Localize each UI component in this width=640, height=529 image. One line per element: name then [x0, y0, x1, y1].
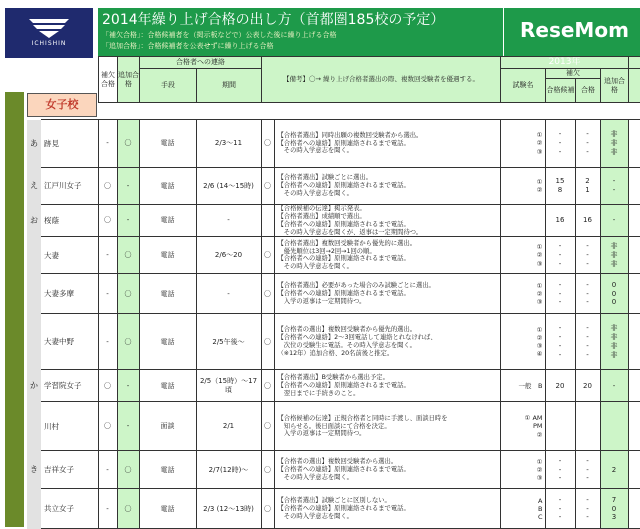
- candidates-cell: [545, 489, 575, 529]
- kana-index: か: [27, 370, 41, 402]
- added-cell: [600, 120, 628, 168]
- add-value: 非: [610, 130, 618, 139]
- cand-value: -: [558, 298, 562, 307]
- period-value: 2/3 (12〜13時): [196, 489, 261, 529]
- category-label: 女子校: [27, 93, 97, 117]
- exams-value: ②: [536, 139, 543, 148]
- note-value: 【合格者選出】B受験者から選出予定。: [277, 374, 389, 382]
- pass-value: -: [586, 513, 589, 522]
- note-value: 【合格者選出】必要があった場合のみ試験ごとに選出。: [277, 282, 435, 290]
- col-tsuika: 追加合格: [118, 57, 140, 103]
- resemom-watermark: ReseMom: [520, 18, 629, 42]
- pass-value: -: [586, 465, 589, 474]
- col-remarks: 【備考】〇→ 繰り上げ合格者選出の際、複数回受験者を優遇する。: [262, 57, 501, 103]
- cand-value: -: [558, 147, 562, 156]
- exam-cell: [500, 274, 545, 314]
- add-value: 0: [611, 289, 617, 298]
- hoketsu-value: -: [98, 489, 117, 529]
- preference-mark: 〇: [261, 451, 274, 489]
- added-cell: [600, 451, 628, 489]
- add-value: 非: [610, 147, 618, 156]
- logo-wings-icon: [27, 16, 71, 38]
- preference-mark: 〇: [261, 168, 274, 205]
- note-value: 【合格者への連絡】2〜3回電話して連絡とれなければ、: [277, 334, 437, 342]
- add-value: 0: [611, 298, 617, 307]
- note-value: 【合格者への連絡】原則連絡されるまで電話。: [277, 466, 410, 473]
- note-value: 【合格候補の伝達】正規合格者と同時に手渡し、面談日時を: [277, 414, 448, 422]
- extra-cell: [628, 370, 640, 402]
- tsuika-value: -: [117, 168, 139, 205]
- method-value: 電話: [139, 314, 196, 370]
- add-value: 非: [610, 251, 618, 260]
- col-method: 手段: [140, 69, 197, 103]
- exams-value: ③: [536, 474, 543, 482]
- passed-cell: [575, 205, 600, 237]
- cand-value: -: [558, 139, 562, 148]
- exams-value: ②: [536, 251, 543, 260]
- exams-value: ①: [536, 325, 543, 334]
- candidates-cell: [545, 402, 575, 451]
- extra-cell: [628, 402, 640, 451]
- pass-value: -: [586, 251, 589, 260]
- exams-value: ②: [536, 186, 543, 194]
- note-value: 【合格者選出】試験ごとに選出。: [277, 174, 372, 182]
- pass-value: -: [586, 350, 589, 359]
- method-value: 電話: [139, 451, 196, 489]
- note-value: 【合格者の選出】複数回受験者から選出。: [277, 458, 398, 466]
- note-cell: [274, 489, 500, 529]
- exams-value: ①: [536, 457, 543, 466]
- added-cell: [600, 402, 628, 451]
- section-sidebar: [5, 92, 24, 527]
- add-value: 非: [610, 333, 618, 342]
- hoketsu-value: 〇: [98, 168, 117, 205]
- hoketsu-value: -: [98, 314, 117, 370]
- school-row: [27, 451, 640, 489]
- note-value: 知らせる。後日面談にて合格を決定。: [277, 422, 391, 430]
- exams-value: ③: [536, 147, 543, 156]
- school-row: [27, 314, 640, 370]
- school-name[interactable]: 江戸川女子: [41, 168, 98, 205]
- method-value: 電話: [139, 489, 196, 529]
- extra-cell: [628, 237, 640, 274]
- col-passed: 合格: [576, 79, 601, 103]
- note-value: 【合格者選出】試験ごとに区別しない。: [277, 497, 391, 505]
- exam-cell: [500, 120, 545, 168]
- candidates-cell: [545, 370, 575, 402]
- cand-value: -: [558, 259, 562, 268]
- note-value: その時入学意志を聞くが、返事は一定期間待つ。: [277, 228, 423, 236]
- pass-value: 2: [585, 177, 590, 186]
- exams-value: ②: [536, 289, 543, 298]
- candidates-cell: [545, 314, 575, 370]
- add-value: -: [612, 186, 616, 194]
- cand-value: -: [558, 280, 562, 289]
- tsuika-value: -: [117, 370, 139, 402]
- extra-cell: [628, 205, 640, 237]
- note-value: 【合格者への連絡】原則連絡されるまで電話。: [277, 382, 410, 389]
- extra-cell: [628, 451, 640, 489]
- header-extra-cell: [629, 69, 640, 103]
- cand-value: -: [558, 504, 562, 513]
- definition-hoketsu: 「補欠合格」：合格候補者を（掲示板などで）公表した後に繰り上げる合格: [102, 31, 337, 39]
- note-value: 【合格者への連絡】原則連絡されるまで電話。: [277, 255, 410, 263]
- kana-index: あ: [27, 120, 41, 168]
- candidates-cell: [545, 451, 575, 489]
- logo-text: ICHISHIN: [31, 40, 67, 47]
- pass-value: 1: [585, 186, 590, 194]
- header-table: [98, 56, 640, 103]
- school-row: [27, 237, 640, 274]
- cand-value: -: [558, 242, 562, 251]
- col-exam: 試験名: [501, 69, 546, 103]
- school-name[interactable]: 大妻中野: [41, 314, 98, 370]
- passed-cell: [575, 120, 600, 168]
- note-value: 入学の返事は一定期間待つ。: [277, 430, 366, 438]
- pass-value: -: [586, 130, 589, 139]
- note-value: 【合格者選出】成績順で選出。: [277, 212, 366, 220]
- add-value: 非: [610, 242, 618, 251]
- note-value: その時入学意志を聞く。: [277, 263, 353, 271]
- cand-value: 8: [557, 186, 563, 194]
- exam-cell: [500, 314, 545, 370]
- passed-cell: [575, 402, 600, 451]
- exam-cell: [500, 370, 545, 402]
- note-value: 【合格者選出】複数回受験者から優先的に選出。: [277, 239, 417, 247]
- add-value: 非: [610, 350, 618, 359]
- preference-mark: [261, 205, 274, 237]
- cand-value: 20: [555, 381, 565, 390]
- passed-cell: [575, 237, 600, 274]
- note-cell: [274, 314, 500, 370]
- tsuika-value: 〇: [117, 489, 139, 529]
- hoketsu-value: -: [98, 274, 117, 314]
- tsuika-value: 〇: [117, 451, 139, 489]
- added-cell: [600, 168, 628, 205]
- passed-cell: [575, 168, 600, 205]
- preference-mark: 〇: [261, 274, 274, 314]
- exams-value: ①: [536, 281, 543, 290]
- passed-cell: [575, 314, 600, 370]
- extra-cell: [628, 120, 640, 168]
- hoketsu-value: -: [98, 120, 117, 168]
- school-name[interactable]: 川村: [41, 402, 98, 451]
- exam-cell: [500, 205, 545, 237]
- period-value: 2/3〜11: [196, 120, 261, 168]
- exams-value: ②: [536, 333, 543, 342]
- exams-value: ②: [536, 430, 543, 439]
- hoketsu-value: 〇: [98, 205, 117, 237]
- pass-value: -: [586, 139, 589, 148]
- candidates-cell: [545, 237, 575, 274]
- note-value: 【合格者への連絡】原則連絡されるまで電話。: [277, 139, 410, 147]
- school-name[interactable]: 跡見: [41, 120, 98, 168]
- pass-value: -: [586, 495, 589, 504]
- extra-cell: [628, 274, 640, 314]
- note-cell: [274, 451, 500, 489]
- method-value: 電話: [139, 274, 196, 314]
- school-row: [27, 168, 640, 205]
- page-title: 2014年繰り上げ合格の出し方（首都圏185校の予定）: [102, 12, 445, 28]
- added-cell: [600, 205, 628, 237]
- tsuika-value: -: [117, 205, 139, 237]
- note-value: その時入学意志を聞く。: [277, 512, 353, 520]
- col-candidates: 合格候補: [546, 79, 576, 103]
- kana-index: [27, 402, 41, 451]
- note-value: 【合格者の選出】複数回受験者から優先的選出。: [277, 326, 417, 334]
- kana-index: き: [27, 451, 41, 489]
- period-value: -: [196, 205, 261, 237]
- pass-value: -: [586, 147, 589, 156]
- hoketsu-value: 〇: [98, 402, 117, 451]
- extra-cell: [628, 489, 640, 529]
- exams-value: ③: [536, 298, 543, 306]
- tsuika-value: 〇: [117, 237, 139, 274]
- exams-value: B: [538, 504, 543, 513]
- pass-value: -: [586, 242, 589, 251]
- cand-value: -: [558, 130, 562, 139]
- added-cell: [600, 489, 628, 529]
- kana-index: え: [27, 168, 41, 205]
- candidates-cell: [545, 205, 575, 237]
- cand-value: -: [558, 474, 562, 483]
- cand-value: -: [558, 289, 562, 298]
- cand-value: -: [558, 341, 562, 350]
- cand-value: -: [558, 333, 562, 342]
- preference-mark: 〇: [261, 120, 274, 168]
- definition-tsuika: 「追加合格」：合格候補者を公表せずに繰り上げる合格: [102, 42, 274, 50]
- method-value: 電話: [139, 168, 196, 205]
- kana-index: お: [27, 205, 41, 237]
- col-hoketsu-group: 補欠: [546, 69, 601, 79]
- passed-cell: [575, 451, 600, 489]
- cand-value: -: [558, 324, 562, 333]
- kana-index: [27, 314, 41, 370]
- method-value: 電話: [139, 120, 196, 168]
- school-row: [27, 120, 640, 168]
- note-value: その時入学意志を聞く。: [277, 147, 353, 155]
- add-value: 3: [611, 513, 617, 522]
- school-name[interactable]: 大妻: [41, 237, 98, 274]
- kana-index: [27, 237, 41, 274]
- preference-mark: 〇: [261, 370, 274, 402]
- school-row: [27, 489, 640, 529]
- note-cell: [274, 402, 500, 451]
- exam-cell: [500, 489, 545, 529]
- exams-value: ①: [536, 177, 543, 186]
- note-value: その時入学意志を聞く。: [277, 189, 353, 197]
- cand-value: -: [558, 456, 562, 465]
- add-value: -: [612, 216, 616, 225]
- extra-cell: [628, 168, 640, 205]
- note-value: （※12年）追加合格、20名前後と推定。: [277, 349, 394, 357]
- hoketsu-value: -: [98, 451, 117, 489]
- note-value: 【合格者への連絡】原則連絡されるまで電話。: [277, 290, 410, 297]
- preference-mark: 〇: [261, 237, 274, 274]
- add-value: -: [612, 177, 616, 186]
- note-value: 【合格者への連絡】原則連絡されるまで電話。: [277, 182, 410, 190]
- col-hoketsu: 補欠合格: [99, 57, 118, 103]
- period-value: -: [196, 274, 261, 314]
- pass-value: -: [586, 333, 589, 342]
- pass-value: -: [586, 504, 589, 513]
- exam-cell: [500, 237, 545, 274]
- passed-cell: [575, 274, 600, 314]
- school-name[interactable]: 大妻多摩: [41, 274, 98, 314]
- pass-value: -: [586, 280, 589, 289]
- method-value: 面談: [139, 402, 196, 451]
- candidates-cell: [545, 120, 575, 168]
- add-value: 非: [610, 341, 618, 350]
- candidates-cell: [545, 274, 575, 314]
- method-value: 電話: [139, 370, 196, 402]
- school-row: [27, 370, 640, 402]
- period-value: 2/5（15時）〜17頃: [196, 370, 261, 402]
- passed-cell: [575, 489, 600, 529]
- col-added: 追加合格: [601, 69, 629, 103]
- exams-value: PM: [524, 422, 543, 431]
- ichishin-logo: [5, 8, 93, 58]
- schools-table: [27, 119, 640, 529]
- cand-value: -: [558, 465, 562, 474]
- pass-value: 16: [583, 216, 592, 225]
- period-value: 2/6〜20: [196, 237, 261, 274]
- exams-value: ③: [536, 259, 543, 268]
- note-value: 【合格者への連絡】原則連絡されるまで電話。: [277, 505, 410, 512]
- exam-cell: [500, 402, 545, 451]
- extra-cell: [628, 314, 640, 370]
- method-value: 電話: [139, 237, 196, 274]
- exam-cell: [500, 168, 545, 205]
- add-value: 非: [610, 324, 618, 333]
- cand-value: -: [558, 251, 562, 260]
- period-value: 2/6 (14〜15時): [196, 168, 261, 205]
- exams-value: ④: [536, 350, 543, 359]
- note-cell: [274, 237, 500, 274]
- added-cell: [600, 274, 628, 314]
- added-cell: [600, 237, 628, 274]
- col-period: 期間: [197, 69, 262, 103]
- school-name[interactable]: 吉祥女子: [41, 451, 98, 489]
- school-row: [27, 402, 640, 451]
- exams-value: ①: [536, 243, 543, 252]
- tsuika-value: -: [117, 402, 139, 451]
- add-value: 0: [611, 280, 617, 289]
- add-value: 0: [611, 504, 617, 513]
- pass-value: -: [586, 474, 589, 483]
- cand-value: -: [558, 495, 562, 504]
- note-value: 【合格者選出】同時出願の複数回受験者から選出。: [277, 131, 423, 139]
- school-name[interactable]: 共立女子: [41, 489, 98, 529]
- add-value: 非: [610, 259, 618, 268]
- add-value: 7: [611, 495, 617, 504]
- school-name[interactable]: 学習院女子: [41, 370, 98, 402]
- exams-value: A: [538, 496, 543, 505]
- preference-mark: 〇: [261, 314, 274, 370]
- add-value: 2: [611, 465, 617, 474]
- add-value: 非: [610, 139, 618, 148]
- tsuika-value: 〇: [117, 274, 139, 314]
- cand-value: 15: [555, 177, 565, 186]
- note-value: その時入学意志を聞く。: [277, 473, 353, 481]
- note-value: 次位の受験生に電話。その時入学意志を聞く。: [277, 341, 416, 349]
- exams-value: ①: [536, 131, 543, 140]
- candidates-cell: [545, 168, 575, 205]
- pass-value: -: [586, 341, 589, 350]
- passed-cell: [575, 370, 600, 402]
- kana-index: [27, 489, 41, 529]
- note-value: 入学の返事は一定期間待つ。: [277, 297, 366, 305]
- period-value: 2/1: [196, 402, 261, 451]
- added-cell: [600, 370, 628, 402]
- school-row: [27, 274, 640, 314]
- exams-value: C: [537, 513, 543, 521]
- note-cell: [274, 120, 500, 168]
- pass-value: -: [586, 456, 589, 465]
- method-value: 電話: [139, 205, 196, 237]
- period-value: 2/5午後〜: [196, 314, 261, 370]
- school-name[interactable]: 桜蔭: [41, 205, 98, 237]
- hoketsu-value: 〇: [98, 370, 117, 402]
- pass-value: -: [586, 298, 589, 307]
- period-value: 2/7(12時)〜: [196, 451, 261, 489]
- exams-value: ① AM: [524, 414, 543, 423]
- note-value: 翌日までに手続きのこと。: [277, 389, 360, 397]
- note-cell: [274, 168, 500, 205]
- note-value: 【合格者への連絡】原則連絡されるまで電話。: [277, 220, 410, 228]
- exams-value: 一般 B: [518, 381, 543, 390]
- cand-value: -: [558, 513, 562, 522]
- preference-mark: 〇: [261, 489, 274, 529]
- title-divider: [503, 8, 504, 56]
- note-value: 優先順位は3回→2回→1回の順。: [277, 247, 376, 255]
- preference-mark: 〇: [261, 402, 274, 451]
- pass-value: -: [586, 324, 589, 333]
- exams-value: ②: [536, 465, 543, 474]
- hoketsu-value: -: [98, 237, 117, 274]
- note-cell: [274, 205, 500, 237]
- year-extra-cell: [629, 57, 640, 69]
- note-cell: [274, 274, 500, 314]
- pass-value: -: [586, 289, 589, 298]
- cand-value: -: [558, 350, 562, 359]
- col-contact: 合格者への連絡: [140, 57, 262, 69]
- exam-cell: [500, 451, 545, 489]
- note-cell: [274, 370, 500, 402]
- add-value: -: [612, 381, 616, 390]
- tsuika-value: 〇: [117, 314, 139, 370]
- kana-index: [27, 274, 41, 314]
- tsuika-value: 〇: [117, 120, 139, 168]
- cand-value: 16: [555, 216, 565, 225]
- exams-value: ③: [536, 341, 543, 350]
- pass-value: -: [586, 259, 589, 268]
- note-value: 【合格候補の伝達】掲示発表。: [277, 205, 366, 212]
- school-row: [27, 205, 640, 237]
- col-year-2013: 2013年: [501, 57, 629, 69]
- pass-value: 20: [583, 381, 592, 390]
- added-cell: [600, 314, 628, 370]
